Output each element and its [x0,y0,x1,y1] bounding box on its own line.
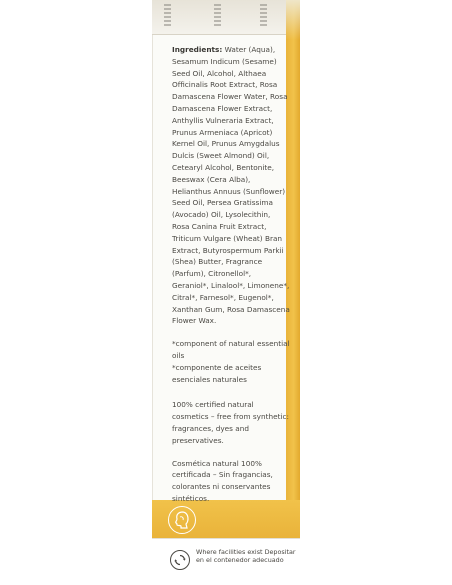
ingredients-list: Water (Aqua), Sesamum Indicum (Sesame) Seed Oil, Alcohol, Althaea Officinalis Root Extract, Rosa Damascena Flower Water, Rosa Damascena Flower Extract, Anthyllis Vulneraria Extract, Prunus Armeniaca (Apricot) Kernel Oil, Prunus Amygdalus Dulcis (Sweet Almond) Oil, Cetearyl Alcohol, Bentonite, Beeswax (Cera Alba), Helianthus Annuus (Sunflower) Seed Oil, Persea Gratissima (Avocado) Oil, Lysolecithin, Rosa Canina Fruit Extract, Triticum Vulgare (Wheat) Bran Extract, Butyrospermum Parkii (Shea) Butter, Fragrance (Parfum), Citronellol*, Geraniol*, Linalool*, Limonene*, Citral*, Farnesol*, Eugenol*, Xanthan Gum, Rosa Damascena Flower Wax. [172,45,290,326]
face-profile-icon [168,506,196,534]
ingredients-label: Ingredients: [172,45,223,54]
recycle-text: Where facilities exist Depositar en el contenedor adecuado [196,548,296,564]
footnote-es: *componente de aceites esenciales naturales [172,362,262,384]
ingredients-paragraph [172,44,290,327]
print-mark [214,4,221,28]
ingredients-panel [172,44,290,516]
certified-en: 100% certified natural cosmetics – free from synthetic: fragrances, dyes and preservatives. [172,400,289,445]
print-mark [164,4,171,28]
box-top-flap [152,0,300,35]
footnotes [172,338,290,385]
print-mark [260,4,267,28]
gold-strip-fade [286,0,300,40]
certified-es: Cosmética natural 100% certificada – Sin fragancias, colorantes ni conservantes sintéticos. [172,458,273,503]
recycle-icon [170,550,190,570]
footnote-en: *component of natural essential oils [172,339,290,360]
